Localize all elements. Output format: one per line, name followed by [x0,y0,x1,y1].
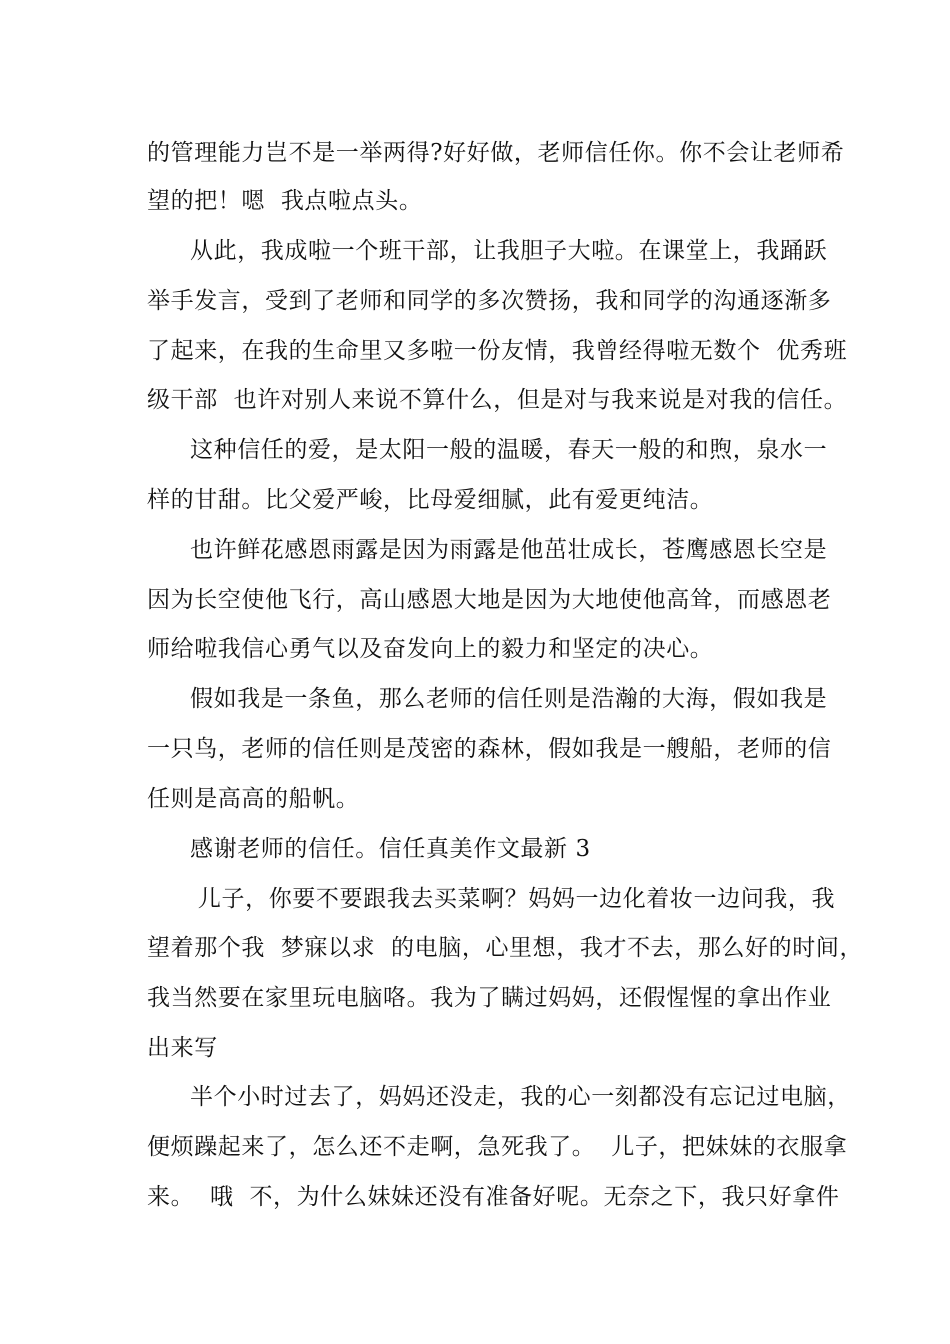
section-heading: 感谢老师的信任。信任真美作文最新 3 [190,836,591,862]
text-line: 级干部 也许对别人来说不算什么，但是对与我来说是对我的信任。 [147,387,848,413]
text-line: 举手发言，受到了老师和同学的多次赞扬，我和同学的沟通逐渐多 [147,288,832,314]
paragraph-start-line: 这种信任的爱，是太阳一般的温暖，春天一般的和煦，泉水一 [190,437,828,463]
paragraph-start-line: 儿子，你要不要跟我去买菜啊？妈妈一边化着妆一边问我，我 [190,886,836,912]
text-line: 师给啦我信心勇气以及奋发向上的毅力和坚定的决心。 [147,636,714,662]
text-line: 出来写 [147,1035,218,1061]
text-line: 便烦躁起来了，怎么还不走啊，急死我了。 儿子，把妹妹的衣服拿 [147,1134,848,1160]
paragraph-start-line: 半个小时过去了，妈妈还没走，我的心一刻都没有忘记过电脑， [190,1084,851,1110]
text-line: 我当然要在家里玩电脑咯。我为了瞒过妈妈，还假惺惺的拿出作业 [147,985,832,1011]
text-line: 因为长空使他飞行，高山感恩大地是因为大地使他高耸，而感恩老 [147,587,832,613]
paragraph-start-line: 从此，我成啦一个班干部，让我胆子大啦。在课堂上，我踊跃 [190,238,828,264]
text-line: 来。 哦 不，为什么妹妹还没有准备好呢。无奈之下，我只好拿件 [147,1184,840,1210]
text-line: 样的甘甜。比父爱严峻，比母爱细腻，此有爱更纯洁。 [147,487,714,513]
text-line: 了起来，在我的生命里又多啦一份友情，我曾经得啦无数个 优秀班 [147,338,848,364]
text-line: 的管理能力岂不是一举两得?好好做，老师信任你。你不会让老师希 [147,140,845,166]
paragraph-start-line: 假如我是一条鱼，那么老师的信任则是浩瀚的大海，假如我是 [190,686,828,712]
paragraph-start-line: 也许鲜花感恩雨露是因为雨露是他茁壮成长，苍鹰感恩长空是 [190,537,828,563]
text-line: 一只鸟，老师的信任则是茂密的森林，假如我是一艘船，老师的信 [147,736,832,762]
text-line: 望的把！嗯 我点啦点头。 [147,188,423,214]
text-line: 任则是高高的船帆。 [147,786,360,812]
text-line: 望着那个我 梦寐以求 的电脑，心里想，我才不去，那么好的时间， [147,935,864,961]
